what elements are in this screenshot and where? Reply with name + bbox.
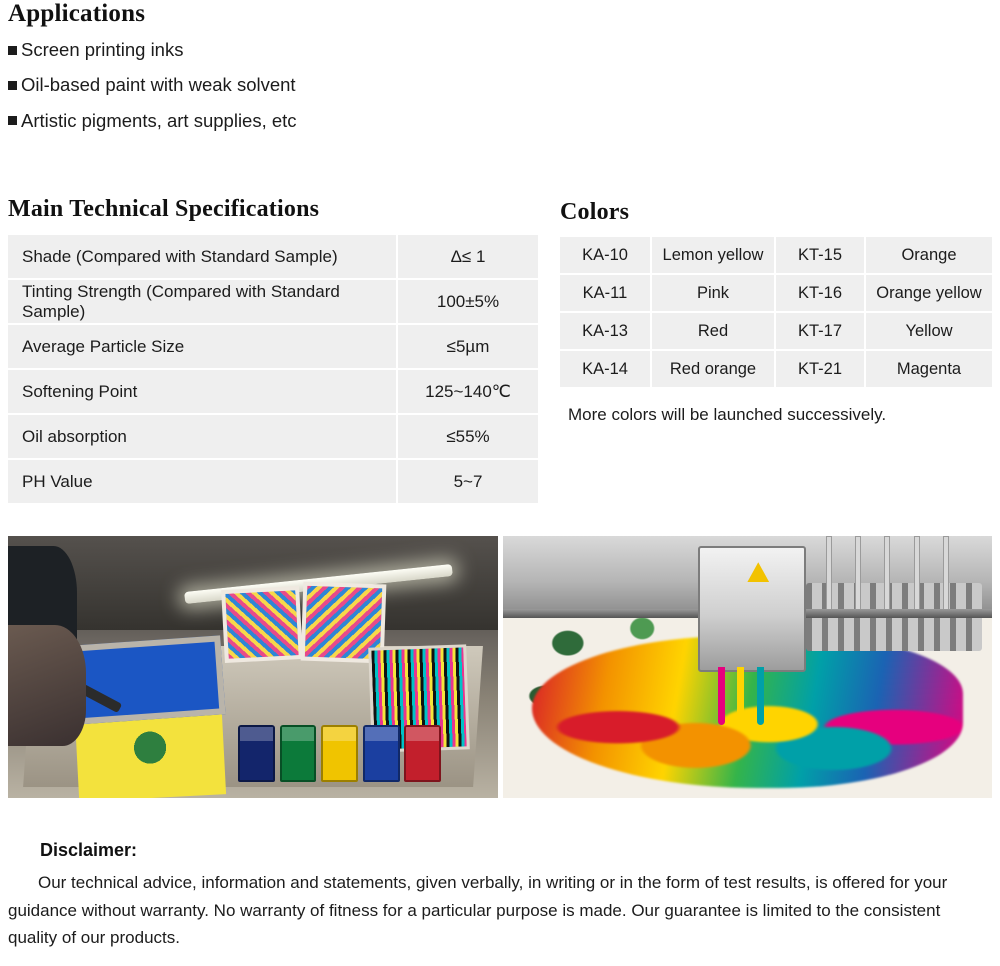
photo-strip	[8, 536, 992, 798]
color-name: Orange	[866, 237, 992, 275]
table-row	[560, 275, 992, 313]
photo-worker-arm	[8, 625, 86, 746]
table-row	[8, 415, 538, 460]
photo-ink-can	[321, 725, 358, 783]
photo-ink-drip	[757, 667, 764, 725]
spec-value: ≤55%	[398, 415, 538, 460]
spec-value: 5~7	[398, 460, 538, 505]
color-name: Pink	[652, 275, 776, 313]
color-name: Yellow	[866, 313, 992, 351]
table-row	[8, 280, 538, 325]
table-row	[8, 235, 538, 280]
spec-label: Average Particle Size	[8, 325, 398, 370]
color-code: KT-15	[776, 237, 866, 275]
color-name: Orange yellow	[866, 275, 992, 313]
applications-list	[8, 40, 568, 131]
photo-print-head	[698, 546, 806, 672]
square-bullet-icon	[8, 81, 17, 90]
specifications-table	[8, 235, 538, 505]
list-item	[8, 75, 568, 95]
photo-print-a	[222, 586, 304, 663]
spec-value: 125~140℃	[398, 370, 538, 415]
application-label: Artistic pigments, art supplies, etc	[21, 109, 297, 131]
table-row	[560, 351, 992, 389]
color-code: KT-17	[776, 313, 866, 351]
photo-ink-drip	[718, 667, 725, 725]
color-code: KA-14	[560, 351, 652, 389]
photo-ink-tube	[826, 536, 832, 615]
digital-textile-printer-photo	[503, 536, 993, 798]
color-code: KT-21	[776, 351, 866, 389]
colors-table	[560, 237, 992, 389]
table-row	[560, 237, 992, 275]
photo-ink-drip	[737, 667, 744, 725]
colors-heading: Colors	[560, 199, 630, 225]
color-name: Magenta	[866, 351, 992, 389]
colors-note: More colors will be launched successively.	[568, 405, 887, 424]
spec-value: ≤5µm	[398, 325, 538, 370]
screen-printing-workshop-photo	[8, 536, 498, 798]
color-code: KA-10	[560, 237, 652, 275]
photo-ink-tube	[855, 536, 861, 615]
disclaimer-title: Disclaimer:	[40, 840, 138, 860]
list-item	[8, 111, 568, 131]
application-label: Oil-based paint with weak solvent	[21, 74, 296, 96]
square-bullet-icon	[8, 46, 17, 55]
spec-label: Oil absorption	[8, 415, 398, 460]
spec-label: Tinting Strength (Compared with Standard Sample)	[8, 280, 398, 325]
photo-ink-can	[238, 725, 275, 783]
photo-ink-can	[363, 725, 400, 783]
spec-label: Softening Point	[8, 370, 398, 415]
color-name: Red orange	[652, 351, 776, 389]
applications-section	[8, 0, 568, 146]
application-label: Screen printing inks	[21, 39, 184, 60]
colors-section	[560, 199, 992, 425]
specifications-section	[8, 196, 538, 505]
color-code: KA-11	[560, 275, 652, 313]
table-row	[8, 460, 538, 505]
disclaimer-body: Our technical advice, information and statements, given verbally, in writing or in the form of test results, is offered for your guidance without warranty. No warranty of fitness for a particular purpose is made. Our guarantee is limited to the consistent quality of our products.	[8, 873, 948, 948]
square-bullet-icon	[8, 116, 17, 125]
color-name: Lemon yellow	[652, 237, 776, 275]
color-code: KT-16	[776, 275, 866, 313]
specifications-heading: Main Technical Specifications	[8, 196, 320, 222]
color-code: KA-13	[560, 313, 652, 351]
table-row	[8, 325, 538, 370]
photo-ink-tube	[884, 536, 890, 615]
table-row	[8, 370, 538, 415]
spec-value: Δ≤ 1	[398, 235, 538, 280]
photo-ink-can	[404, 725, 441, 783]
photo-ink-tube	[943, 536, 949, 615]
applications-heading: Applications	[8, 0, 146, 27]
photo-ink-tube	[914, 536, 920, 615]
spec-value: 100±5%	[398, 280, 538, 325]
disclaimer-section	[8, 840, 992, 952]
photo-yellow-print	[74, 710, 225, 798]
spec-label: Shade (Compared with Standard Sample)	[8, 235, 398, 280]
photo-ink-can	[280, 725, 317, 783]
color-name: Red	[652, 313, 776, 351]
list-item	[8, 40, 568, 60]
spec-label: PH Value	[8, 460, 398, 505]
table-row	[560, 313, 992, 351]
